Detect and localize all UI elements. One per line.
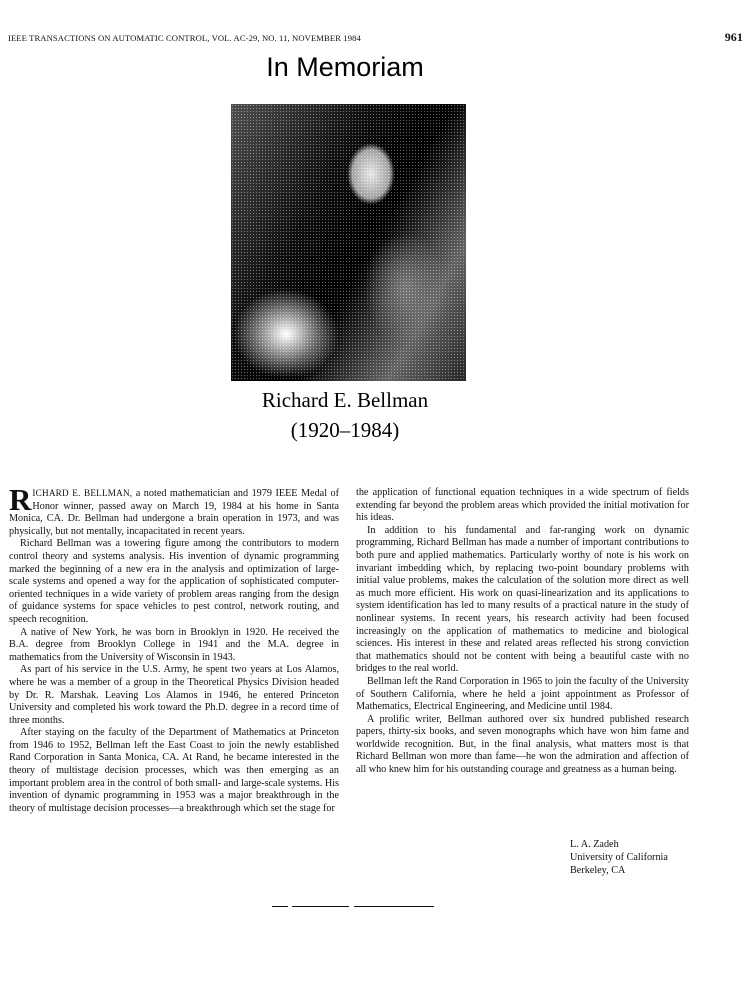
rule-gap xyxy=(288,906,292,907)
signature-location: Berkeley, CA xyxy=(570,865,626,876)
page-number: 961 xyxy=(724,30,743,44)
rule-gap xyxy=(349,906,354,907)
subject-years: (1920–1984) xyxy=(290,418,400,442)
paragraph-5: After staying on the faculty of the Department of Mathematics at Princeton from 1946 to 1952, Bellman left the East Coast to join the newly established Rand Corporation in Santa Monica, CA. At Rand, he became interested in the theory of multistage decision processes, which was then emerging as an important problem area in the control of both small- and large-scale systems. His invention of dynamic programming in 1953 was a major breakthrough in the theory of multistage decision processes—a breakthrough which set the stage for xyxy=(9,727,339,814)
signature-block xyxy=(570,838,668,877)
signature-affiliation: University of California xyxy=(570,852,668,863)
paragraph-4: As part of his service in the U.S. Army, he spent two years at Los Alamos, where he was a member of a group in the Theoretical Physics Division headed by Dr. R. Marshak. Leaving Los Alamos in 1946, he entered Princeton University and completed his work toward the Ph.D. degree in a record time of three months. xyxy=(9,664,339,726)
paragraph-3: A native of New York, he was born in Brooklyn in 1920. He received the B.A. degree from Brooklyn College in 1941 and the M.A. degree in mathematics from the University of Wisconsin in 1943. xyxy=(9,626,339,663)
portrait-photo xyxy=(231,104,466,381)
left-column xyxy=(9,482,340,815)
drop-cap: R xyxy=(9,482,32,517)
paragraph-text: a noted mathematician and 1979 IEEE Medal of Honor winner, passed away on March 19, 1984 at his home in Santa Monica, CA. Dr. Bellman had undergone a brain operation in 1973, and was physically, but not mentally, incapacitated in recent years. xyxy=(9,488,340,537)
paragraph-continued: the application of functional equation techniques in a wide spectrum of fields extending far beyond the problem areas which provided the initial motivation for his ideas. xyxy=(356,487,689,524)
journal-citation: IEEE TRANSACTIONS ON AUTOMATIC CONTROL, VOL. AC-29, NO. 11, NOVEMBER 1984 xyxy=(8,33,361,43)
paragraph-1 xyxy=(9,482,340,538)
paragraph-8: A prolific writer, Bellman authored over six hundred published research papers, thirty-six books, and seven monographs which have won him fame and worldwide recognition. But, in the final analysis, what matters most is that Richard Bellman won more than fame—he won the admiration and affection of all who knew him for his outstanding courage and greatness as a human being. xyxy=(356,713,689,776)
subject-name: Richard E. Bellman xyxy=(261,388,429,412)
signature-author: L. A. Zadeh xyxy=(570,839,619,850)
paragraph-7: Bellman left the Rand Corporation in 1965 to join the faculty of the University of Southern California, where he held a joint appointment as Professor of Mathematics, Electrical Engineering, and Medicine until 1984. xyxy=(356,675,689,713)
right-column xyxy=(356,487,689,777)
paragraph-2: Richard Bellman was a towering figure among the contributors to modern control theory and systems analysis. His invention of dynamic programming marked the beginning of a new era in the analysis and optimization of large-scale systems and opened a way for the application of sophisticated computer-oriented techniques in a wide variety of problem areas ranging from the design of guidance systems for space vehicles to pest control, network routing, and speech recognition. xyxy=(9,538,339,625)
lead-name: ICHARD E. BELLMAN, xyxy=(32,488,133,498)
page-title: In Memoriam xyxy=(266,52,424,82)
paragraph-6: In addition to his fundamental and far-ranging work on dynamic programming, Richard Bellman has made a number of important contributions to both pure and applied mathematics. Particularly worthy of note is his work on invariant imbedding which, by replacing two-point boundary problems with initial value problems, makes the calculation of the solution more direct as well as much more efficient. His work on quasi-linearization and its applications to system identification has led to many results of a practical nature in the study of nonlinear systems. In recent years, his research activity had been focused increasingly on the application of mathematics to medicine and biological sciences. His interest in these and related areas reflected his strong conviction that mathematics should not be content with being a beautiful caste with no bridges to the real world. xyxy=(356,524,689,675)
